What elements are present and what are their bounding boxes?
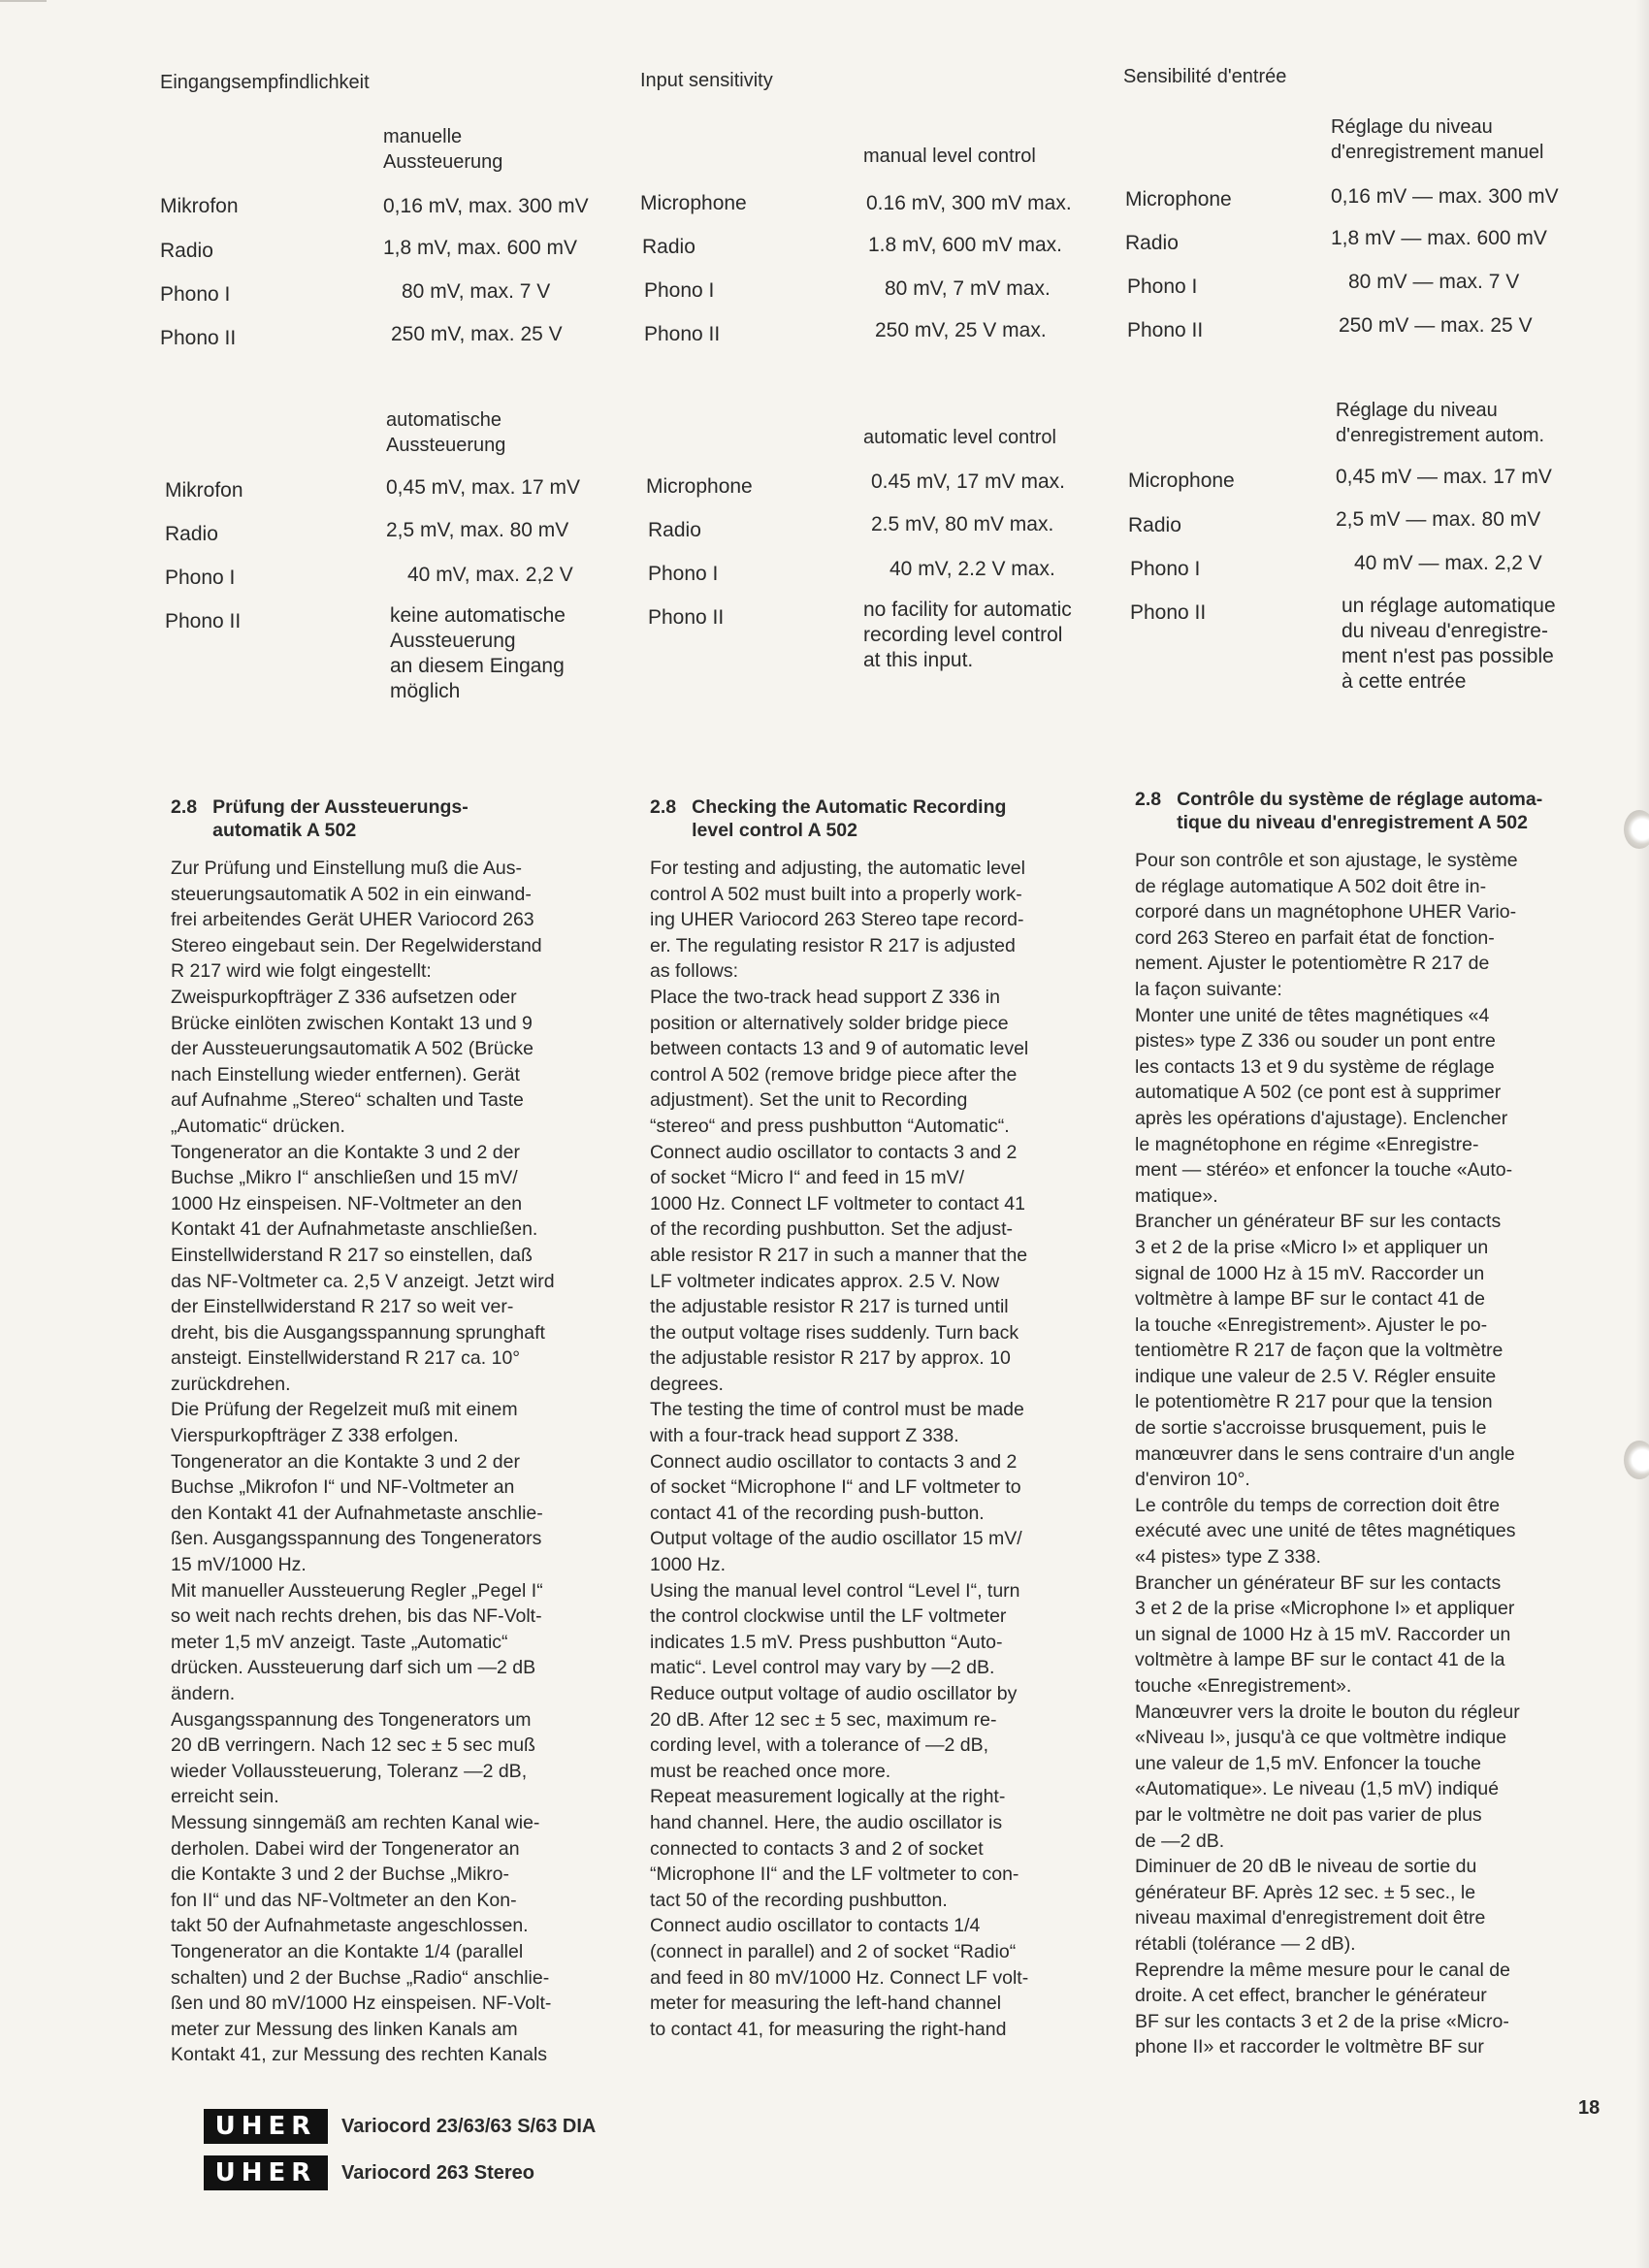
section-french [1135, 788, 1610, 2060]
french-auto-value-3: 40 mV — max. 2,2 V [1354, 552, 1542, 574]
german-auto-label-1: Mikrofon [165, 479, 243, 502]
english-manual-label-4: Phono II [644, 323, 721, 345]
german-auto-value-2: 2,5 mV, max. 80 mV [386, 519, 569, 541]
punch-hole-top [1624, 810, 1649, 849]
section-german-body: Zur Prüfung und Einstellung muß die Aus- steuerungsautomatik A 502 in ein einwand- frei arbeitendes Gerät UHER Variocord 263 Stereo eingebaut sein. Der Regelwiderstand R 217 wird wie folgt eingestellt: Zweispurkopfträger Z 336 aufsetzen oder Brücke einlöten zwischen Kontakt 13 und 9 der Aussteuerungsautomatik A 502 (Brücke nach Einstellung wieder entfernen). Gerät auf Aufnahme „Stereo“ schalten und Taste „Automatic“ drücken. Tongenerator an die Kontakte 3 und 2 der Buchse „Mikro I“ anschließen und 15 mV/ 1000 Hz einspeisen. NF-Voltmeter an den Kontakt 41 der Aufnahmetaste anschließen. Einstellwiderstand R 217 so einstellen, daß das NF-Voltmeter ca. 2,5 V anzeigt. Jetzt wird der Einstellwiderstand R 217 so weit ver- dreht, bis die Ausgangsspannung sprunghaft ansteigt. Einstellwiderstand R 217 ca. 10° zurückdrehen. Die Prüfung der Regelzeit muß mit einem Vierspurkopfträger Z 338 erfolgen. Tongenerator an die Kontakte 3 und 2 der Buchse „Mikrofon I“ und NF-Voltmeter an den Kontakt 41 der Aufnahmetaste anschlie- ßen. Ausgangsspannung des Tongenerators 15 mV/1000 Hz. Mit manueller Aussteuerung Regler „Pegel I“ so weit nach rechts drehen, bis das NF-Volt- meter 1,5 mV anzeigt. Taste „Automatic“ drücken. Aussteuerung darf sich um —2 dB ändern. Ausgangsspannung des Tongenerators um 20 dB verringern. Nach 12 sec ± 5 sec muß wieder Vollaussteuerung, Toleranz —2 dB, erreicht sein. Messung sinngemäß am rechten Kanal wie- derholen. Dabei wird der Tongenerator an die Kontakte 3 und 2 der Buchse „Mikro- fon II“ und das NF-Voltmeter an den Kon- takt 50 der Aufnahmetaste angeschlossen. Tongenerator an die Kontakte 1/4 (parallel schalten) und 2 der Buchse „Radio“ anschlie- ßen und 80 mV/1000 Hz einspeisen. NF-Volt- meter zur Messung des linken Kanals am Kontakt 41, zur Messung des rechten Kanals [171, 858, 555, 2066]
english-manual-value-3: 80 mV, 7 mV max. [885, 277, 1051, 300]
english-auto-label-2: Radio [648, 519, 701, 541]
footer-brand-row-2 [204, 2155, 534, 2190]
german-manual-value-4: 250 mV, max. 25 V [391, 323, 563, 345]
footer-model-2: Variocord 263 Stereo [341, 2161, 534, 2184]
german-auto-value-3: 40 mV, max. 2,2 V [407, 564, 573, 586]
english-auto-value-1: 0.45 mV, 17 mV max. [871, 470, 1065, 493]
french-manual-header: Réglage du niveau d'enregistrement manuel [1331, 116, 1544, 163]
scan-edge-mark [0, 0, 47, 10]
french-auto-header: Réglage du niveau d'enregistrement autom. [1336, 400, 1545, 446]
english-manual-label-2: Radio [642, 236, 695, 258]
german-manual-header: manuelle Aussteuerung [383, 126, 503, 173]
section-number: 2.8 [1135, 789, 1162, 810]
uher-logo: UHER [204, 2155, 328, 2190]
uher-logo: UHER [204, 2109, 328, 2144]
german-manual-value-1: 0,16 mV, max. 300 mV [383, 195, 589, 217]
punch-hole-bottom [1624, 1441, 1649, 1479]
english-manual-value-1: 0.16 mV, 300 mV max. [866, 192, 1072, 214]
french-auto-value-1: 0,45 mV — max. 17 mV [1336, 466, 1552, 488]
english-manual-header: manual level control [863, 146, 1036, 167]
french-manual-value-2: 1,8 mV — max. 600 mV [1331, 227, 1547, 249]
french-manual-label-2: Radio [1125, 232, 1179, 254]
section-french-heading [1135, 788, 1610, 834]
german-auto-value-4: keine automatische Aussteuerung an diesem Eingang möglich [390, 604, 566, 702]
english-auto-label-1: Microphone [646, 475, 753, 498]
section-title: Prüfung der Aussteuerungs- automatik A 502 [212, 796, 469, 841]
french-manual-label-3: Phono I [1127, 275, 1198, 298]
footer-brand-row-1 [204, 2109, 596, 2144]
english-auto-value-3: 40 mV, 2.2 V max. [889, 558, 1055, 580]
french-manual-label-4: Phono II [1127, 319, 1204, 341]
german-manual-label-4: Phono II [160, 327, 237, 349]
german-manual-label-1: Mikrofon [160, 195, 239, 217]
german-manual-label-3: Phono I [160, 283, 231, 306]
english-manual-value-2: 1.8 mV, 600 mV max. [868, 234, 1062, 256]
french-auto-label-2: Radio [1128, 514, 1181, 536]
french-heading: Sensibilité d'entrée [1123, 66, 1287, 87]
section-german-heading [171, 795, 631, 842]
section-number: 2.8 [650, 796, 677, 818]
german-manual-value-3: 80 mV, max. 7 V [402, 280, 551, 303]
section-english [650, 795, 1120, 2042]
english-heading: Input sensitivity [640, 70, 773, 91]
german-auto-header: automatische Aussteuerung [386, 409, 506, 456]
section-english-body: For testing and adjusting, the automatic level control A 502 must built into a properly work- ing UHER Variocord 263 Stereo tape record- er. The regulating resistor R 217 is adjusted as follows: Place the two-track head support Z 336 in position or alternatively solder bridge piece between contacts 13 and 9 of automatic level control A 502 (remove bridge piece after the adjustment). Set the unit to Recording “stereo“ and press pushbutton “Automatic“. Connect audio oscillator to contacts 3 and 2 of socket “Micro I“ and feed in 15 mV/ 1000 Hz. Connect LF voltmeter to contact 41 of the recording pushbutton. Set the adjust- able resistor R 217 in such a manner that the LF voltmeter indicates approx. 2.5 V. Now the adjustable resistor R 217 is turned until the output voltage rises suddenly. Turn back the adjustable resistor R 217 by approx. 10 degrees. The testing the time of control must be made with a four-track head support Z 338. Connect audio oscillator to contacts 3 and 2 of socket “Microphone I“ and LF voltmeter to contact 41 of the recording push-button. Output voltage of the audio oscillator 15 mV/ 1000 Hz. Using the manual level control “Level I“, turn the control clockwise until the LF voltmeter indicates 1.5 mV. Press pushbutton “Auto- matic“. Level control may vary by —2 dB. Reduce output voltage of audio oscillator by 20 dB. After 12 sec ± 5 sec, maximum re- cording level, with a tolerance of —2 dB, must be reached once more. Repeat measurement logically at the right- hand channel. Here, the audio oscillator is connected to contacts 3 and 2 of socket “Microphone II“ and the LF voltmeter to con- tact 50 of the recording pushbutton. Connect audio oscillator to contacts 1/4 (connect in parallel) and 2 of socket “Radio“ and feed in 80 mV/1000 Hz. Connect LF volt- meter for measuring the left-hand channel to contact 41, for measuring the right-hand [650, 858, 1029, 2040]
footer-model-1: Variocord 23/63/63 S/63 DIA [341, 2115, 597, 2137]
section-french-body: Pour son contrôle et son ajustage, le système de réglage automatique A 502 doit être in- corporé dans un magnétophone UHER Vario- cord 263 Stereo en parfait état de fonction- nement. Ajuster le potentiomètre R 217 de la façon suivante: Monter une unité de têtes magnétiques «4 pistes» type Z 336 ou souder un pont entre les contacts 13 et 9 du système de réglage automatique A 502 (ce pont est à supprimer après les opérations d'ajustage). Enclencher le magnétophone en régime «Enregistre- ment — stéréo» et enfoncer la touche «Auto- matique». Brancher un générateur BF sur les contacts 3 et 2 de la prise «Micro I» et appliquer un signal de 1000 Hz à 15 mV. Raccorder un voltmètre à lampe BF sur le contact 41 de la touche «Enregistrement». Ajuster le po- tentiomètre R 217 de façon que la voltmètre indique une valeur de 2.5 V. Régler ensuite le potentiomètre R 217 pour que la tension de sortie s'accroisse brusquement, puis le manœuvrer dans le sens contraire d'un angle d'environ 10°. Le contrôle du temps de correction doit être exécuté avec une unité de têtes magnétiques «4 pistes» type Z 338. Brancher un générateur BF sur les contacts 3 et 2 de la prise «Microphone I» et appliquer un signal de 1000 Hz à 15 mV. Raccorder un voltmètre à lampe BF sur le contact 41 de la touche «Enregistrement». Manœuvrer vers la droite le bouton du régleur «Niveau I», jusqu'à ce que voltmètre indique une valeur de 1,5 mV. Enfoncer la touche «Automatique». Le niveau (1,5 mV) indiqué par le voltmètre ne doit pas varier de plus de —2 dB. Diminuer de 20 dB le niveau de sortie du générateur BF. Après 12 sec. ± 5 sec., le niveau maximal d'enregistrement doit être rétabli (tolérance — 2 dB). Reprendre la même mesure pour le canal de droite. A cet effect, brancher le générateur BF sur les contacts 3 et 2 de la prise «Micro- phone II» et raccorder le voltmètre BF sur [1135, 850, 1520, 2058]
german-auto-value-1: 0,45 mV, max. 17 mV [386, 476, 580, 499]
section-number: 2.8 [171, 796, 198, 818]
french-manual-value-1: 0,16 mV — max. 300 mV [1331, 185, 1559, 208]
german-auto-label-2: Radio [165, 523, 218, 545]
french-auto-label-4: Phono II [1130, 601, 1207, 624]
german-manual-value-2: 1,8 mV, max. 600 mV [383, 237, 577, 259]
german-heading: Eingangsempfindlichkeit [160, 72, 370, 93]
english-auto-header: automatic level control [863, 427, 1056, 448]
german-auto-label-4: Phono II [165, 610, 242, 632]
section-english-heading [650, 795, 1120, 842]
french-auto-value-4: un réglage automatique du niveau d'enregistre- ment n'est pas possible à cette entrée [1342, 595, 1556, 693]
section-title: Contrôle du système de réglage automa- tique du niveau d'enregistrement A 502 [1177, 789, 1543, 833]
french-manual-label-1: Microphone [1125, 188, 1232, 211]
german-auto-label-3: Phono I [165, 567, 236, 589]
section-title: Checking the Automatic Recording level control A 502 [692, 796, 1007, 841]
german-manual-label-2: Radio [160, 240, 213, 262]
english-auto-value-4: no facility for automatic recording level control at this input. [863, 599, 1072, 671]
english-auto-value-2: 2.5 mV, 80 mV max. [871, 513, 1054, 535]
french-manual-value-3: 80 mV — max. 7 V [1348, 271, 1520, 293]
english-auto-label-4: Phono II [648, 606, 725, 629]
page-fold-shadow [1635, 0, 1649, 2268]
english-auto-label-3: Phono I [648, 563, 719, 585]
french-auto-label-1: Microphone [1128, 470, 1235, 492]
page-number: 18 [1578, 2097, 1600, 2119]
english-manual-value-4: 250 mV, 25 V max. [875, 319, 1047, 341]
french-manual-value-4: 250 mV — max. 25 V [1339, 314, 1533, 337]
section-german [171, 795, 631, 2068]
french-auto-value-2: 2,5 mV — max. 80 mV [1336, 508, 1541, 531]
english-manual-label-3: Phono I [644, 279, 715, 302]
french-auto-label-3: Phono I [1130, 558, 1201, 580]
english-manual-label-1: Microphone [640, 192, 747, 214]
